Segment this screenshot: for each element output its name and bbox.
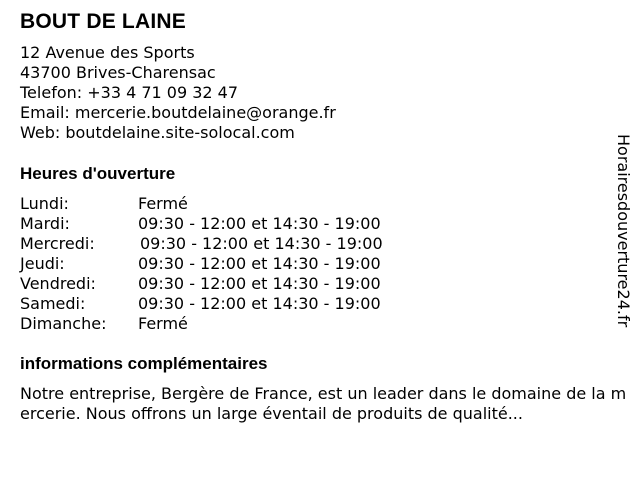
hours-value: 09:30 - 12:00 et 14:30 - 19:00 xyxy=(138,254,381,273)
address-block xyxy=(20,43,336,143)
hours-value: 09:30 - 12:00 et 14:30 - 19:00 xyxy=(138,294,381,313)
day-label: Jeudi: xyxy=(20,254,65,273)
site-brand-vertical: Horairesdouverture24.fr xyxy=(614,134,633,328)
day-label: Mardi: xyxy=(20,214,70,233)
day-label: Vendredi: xyxy=(20,274,96,293)
day-label: Lundi: xyxy=(20,194,69,213)
postal-city: 43700 Brives-Charensac xyxy=(20,63,216,82)
hours-value: Fermé xyxy=(138,314,188,333)
additional-info-heading: informations complémentaires xyxy=(20,354,268,373)
day-label: Dimanche: xyxy=(20,314,107,333)
day-label: Mercredi: xyxy=(20,234,95,253)
street-address: 12 Avenue des Sports xyxy=(20,43,195,62)
opening-hours-heading: Heures d'ouverture xyxy=(20,164,176,183)
email-line[interactable]: Email: mercerie.boutdelaine@orange.fr xyxy=(20,103,336,122)
business-name: BOUT DE LAINE xyxy=(20,10,186,33)
hours-value: Fermé xyxy=(138,194,188,213)
web-line[interactable]: Web: boutdelaine.site-solocal.com xyxy=(20,123,295,142)
phone-line[interactable]: Telefon: +33 4 71 09 32 47 xyxy=(20,83,239,102)
day-label: Samedi: xyxy=(20,294,86,313)
hours-value: 09:30 - 12:00 et 14:30 - 19:00 xyxy=(138,274,381,293)
business-description: Notre entreprise, Bergère de France, est un leader dans le domaine de la mercerie. Nous offrons un large éventail de produits de qualité... xyxy=(20,384,627,423)
hours-value: 09:30 - 12:00 et 14:30 - 19:00 xyxy=(138,214,381,233)
hours-value: 09:30 - 12:00 et 14:30 - 19:00 xyxy=(140,234,383,253)
